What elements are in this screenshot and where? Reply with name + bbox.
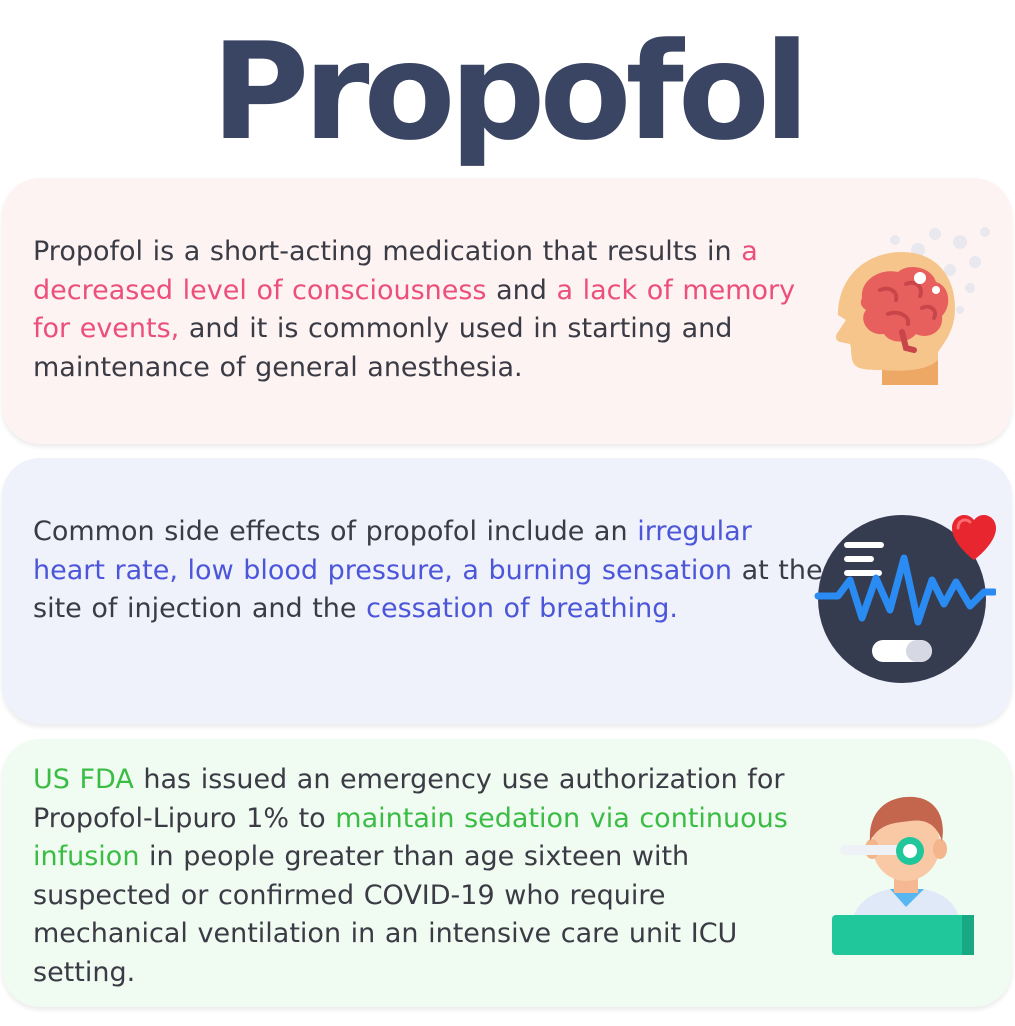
heart-monitor-icon	[814, 508, 996, 683]
highlight-segment: US FDA	[33, 764, 134, 795]
highlight-segment: a lack of memory for events,	[33, 274, 796, 344]
text-segment: at the site of injection and the	[33, 554, 823, 624]
definition-text	[33, 233, 813, 387]
fda-card	[2, 739, 1012, 1007]
brain-head-icon	[810, 220, 995, 405]
text-segment: and it is commonly used in starting and maintenance of general anesthesia.	[33, 313, 733, 383]
definition-card	[2, 178, 1012, 444]
text-segment: in people greater than age sixteen with suspected or confirmed COVID-19 who require mechanical ventilation in an intensive care unit ICU setting.	[33, 841, 738, 988]
highlight-segment: maintain sedation via continuous infusion	[33, 802, 788, 872]
highlight-segment: irregular heart rate, low blood pressure, a burning sensation	[33, 516, 752, 586]
text-segment: Common side effects of propofol include an	[33, 516, 638, 547]
text-segment: Propofol is a short-acting medication that results in	[33, 236, 742, 267]
ventilated-patient-icon	[824, 779, 984, 959]
page-title: Propofol	[211, 14, 804, 170]
highlight-segment: a decreased level of consciousness	[33, 236, 758, 306]
side-effects-card	[2, 458, 1012, 724]
fda-text	[33, 761, 813, 992]
text-segment: has issued an emergency use authorization for Propofol-Lipuro 1% to	[33, 764, 785, 834]
highlight-segment: cessation of breathing.	[366, 593, 678, 624]
side-effects-text	[33, 513, 823, 629]
text-segment: and	[486, 274, 557, 306]
